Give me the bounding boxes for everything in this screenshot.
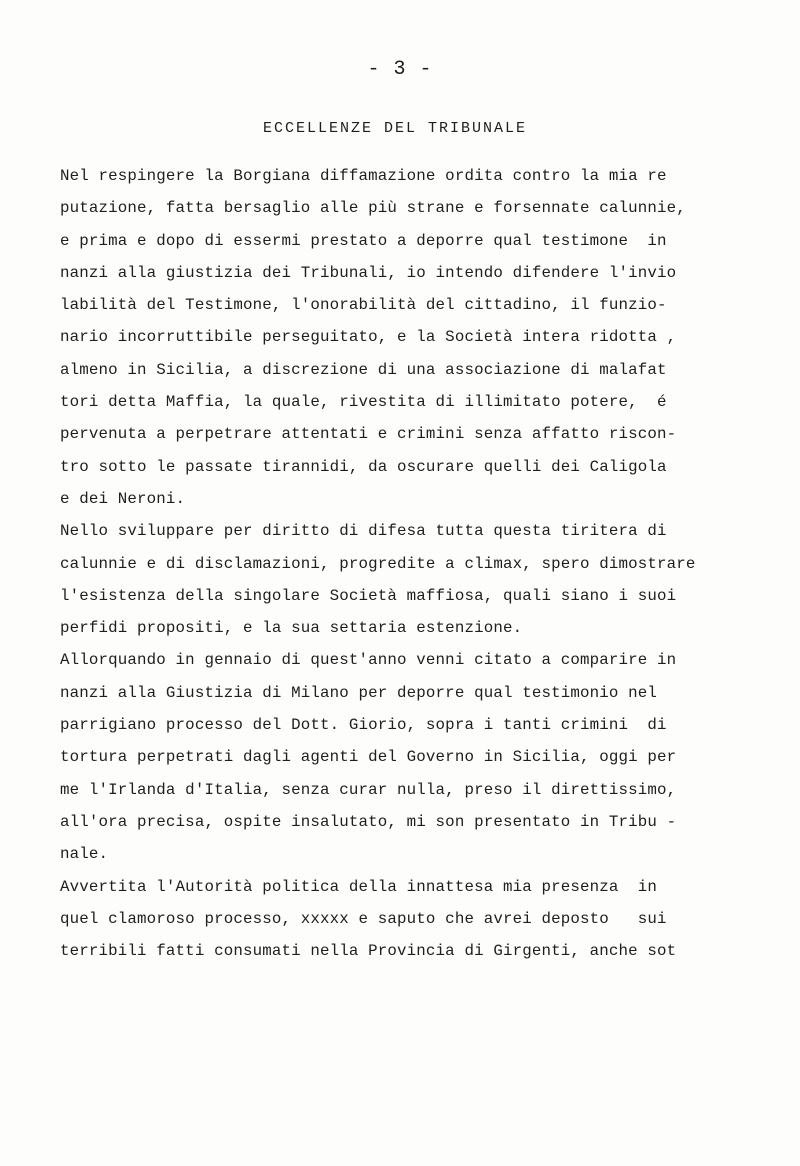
text-line: e dei Neroni. [60, 489, 186, 508]
text-line: almeno in Sicilia, a discrezione di una associazione di malafat [60, 360, 667, 379]
text-line: nale. [60, 845, 109, 864]
text-line: all'ora precisa, ospite insalutato, mi son presentato in Tribu - [60, 812, 677, 831]
text-line: me l'Irlanda d'Italia, senza curar nulla, preso il direttissimo, [60, 780, 677, 799]
text-line: tori detta Maffia, la quale, rivestita di illimitato potere, é [60, 393, 667, 412]
text-line: nario incorruttibile perseguitato, e la Società intera ridotta , [60, 328, 677, 347]
body-text [60, 160, 760, 967]
text-line: Avvertita l'Autorità politica della innattesa mia presenza in [60, 877, 658, 896]
text-line: Nello sviluppare per diritto di difesa tutta questa tiritera di [60, 522, 667, 541]
text-line: labilità del Testimone, l'onorabilità del cittadino, il funzio- [60, 296, 667, 315]
text-line: terribili fatti consumati nella Provincia di Girgenti, anche sot [60, 942, 677, 961]
text-line: nanzi alla giustizia dei Tribunali, io intendo difendere l'invio [60, 263, 677, 282]
text-line: tortura perpetrati dagli agenti del Governo in Sicilia, oggi per [60, 748, 677, 767]
text-line: perfidi propositi, e la sua settaria estenzione. [60, 619, 523, 638]
text-line: quel clamoroso processo, xxxxx e saputo che avrei deposto sui [60, 909, 667, 928]
text-line: l'esistenza della singolare Società maffiosa, quali siano i suoi [60, 586, 677, 605]
text-line: putazione, fatta bersaglio alle più strane e forsennate calunnie, [60, 199, 686, 218]
text-line: Nel respingere la Borgiana diffamazione ordita contro la mia re [60, 167, 667, 185]
text-line: tro sotto le passate tirannidi, da oscurare quelli dei Caligola [60, 457, 667, 476]
text-line: nanzi alla Giustizia di Milano per deporre qual testimonio nel [60, 683, 658, 702]
text-line: parrigiano processo del Dott. Giorio, sopra i tanti crimini di [60, 716, 667, 735]
text-line: Allorquando in gennaio di quest'anno venni citato a comparire in [60, 651, 677, 670]
text-line: pervenuta a perpetrare attentati e crimini senza affatto riscon- [60, 425, 677, 444]
document-heading: ECCELLENZE DEL TRIBUNALE [262, 120, 528, 137]
text-line: e prima e dopo di essermi prestato a deporre qual testimone in [60, 231, 667, 250]
text-line: calunnie e di disclamazioni, progredite a climax, spero dimostrare [60, 554, 696, 573]
page-number: - 3 - [367, 58, 433, 81]
